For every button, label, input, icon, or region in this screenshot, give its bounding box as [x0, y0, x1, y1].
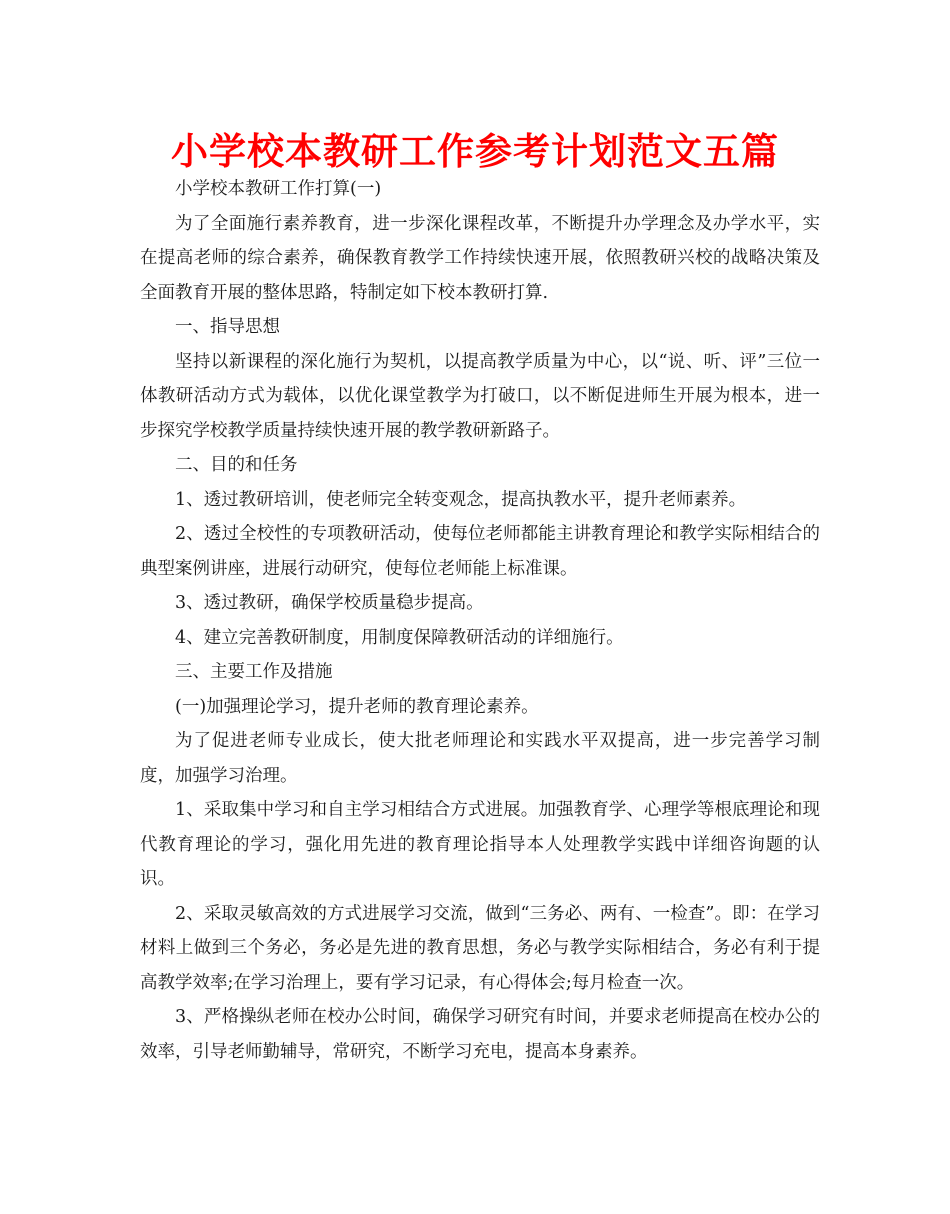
document-body — [140, 172, 820, 1069]
list-item: 1、采取集中学习和自主学习相结合方式进展。加强教育学、心理学等根底理论和现代教育理论的学习，强化用先进的教育理论指导本人处理教学实践中详细咨询题的认识。 — [140, 800, 820, 889]
paragraph: 为了促进老师专业成长，使大批老师理论和实践水平双提高，进一步完善学习制度，加强学习治理。 — [140, 731, 820, 786]
subsection-heading: (一)加强理论学习，提升老师的教育理论素养。 — [175, 696, 539, 717]
document-title: 小学校本教研工作参考计划范文五篇 — [171, 129, 779, 173]
section-heading: 二、目的和任务 — [175, 455, 298, 475]
list-item: 3、严格操纵老师在校办公时间，确保学习研究有时间，并要求老师提高在校办公的效率，引导老师勤辅导，常研究，不断学习充电，提高本身素养。 — [140, 1007, 820, 1062]
list-item: 3、透过教研，确保学校质量稳步提高。 — [175, 593, 484, 613]
section-heading: 一、指导思想 — [175, 317, 280, 337]
paragraph: 小学校本教研工作打算(一) — [175, 179, 382, 199]
list-item: 4、建立完善教研制度，用制度保障教研活动的详细施行。 — [175, 627, 624, 648]
list-item: 2、采取灵敏高效的方式进展学习交流，做到“三务必、两有、一检查”。即：在学习材料上做到三个务必，务必是先进的教育思想，务必与教学实际相结合，务必有利于提高教学效率;在学习治理上，要有学习记录，有心得体会;每月检查一次。 — [140, 903, 820, 993]
paragraph: 坚持以新课程的深化施行为契机，以提高教学质量为中心，以“说、听、评”三位一体教研活动方式为载体，以优化课堂教学为打破口，以不断促进师生开展为根本，进一步探究学校教学质量持续快速开展的教学教研新路子。 — [140, 351, 820, 441]
list-item: 2、透过全校性的专项教研活动，使每位老师都能主讲教育理论和教学实际相结合的典型案例讲座，进展行动研究，使每位老师能上标准课。 — [140, 524, 820, 579]
list-item: 1、透过教研培训，使老师完全转变观念，提高执教水平，提升老师素养。 — [175, 489, 747, 510]
section-heading: 三、主要工作及措施 — [175, 662, 333, 682]
paragraph: 为了全面施行素养教育，进一步深化课程改革，不断提升办学理念及办学水平，实在提高老师的综合素养，确保教育教学工作持续快速开展，依照教研兴校的战略决策及全面教育开展的整体思路，特制定如下校本教研打算. — [140, 213, 820, 303]
